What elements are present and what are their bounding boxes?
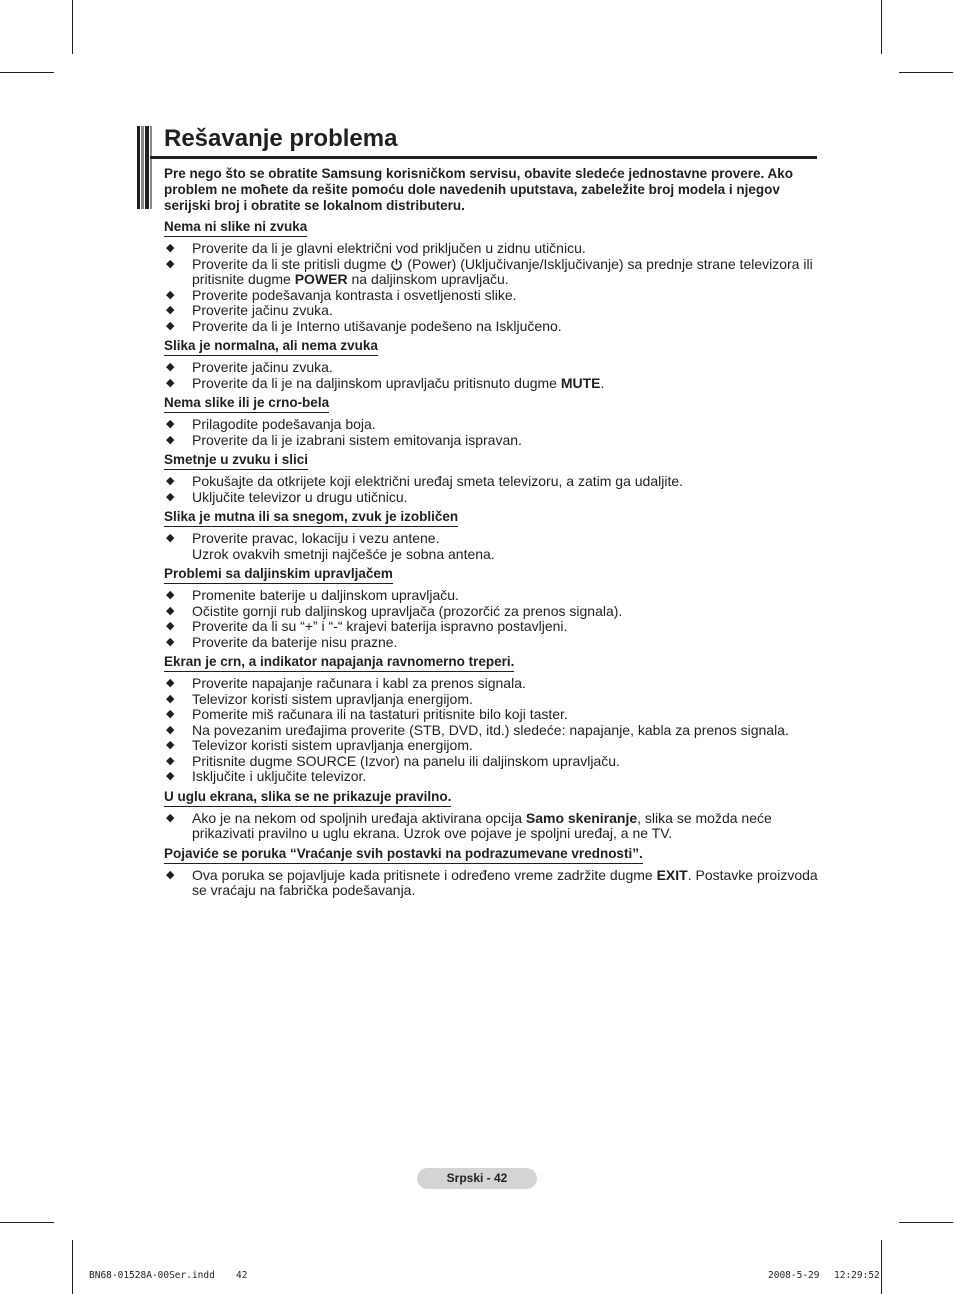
- item-text: Ako je na nekom od spoljnih uređaja aktivirana opcija: [192, 809, 526, 826]
- diamond-bullet-icon: ◆: [166, 361, 175, 373]
- diamond-bullet-icon: ◆: [166, 604, 175, 617]
- crop-mark: [899, 1222, 953, 1223]
- diamond-bullet-icon: ◆: [166, 692, 175, 705]
- crop-mark: [0, 72, 54, 73]
- diamond-bullet-icon: ◆: [166, 257, 175, 270]
- section-heading: Slika je mutna ili sa snegom, zvuk je izobličen: [164, 509, 458, 527]
- item-text: Proverite jačinu zvuka.: [192, 359, 333, 375]
- diamond-bullet-icon: ◆: [166, 242, 175, 254]
- diamond-bullet-icon: ◆: [166, 319, 175, 332]
- item-text: Pokušajte da otkrijete koji električni uređaj smeta televizoru, a zatim ga udaljite.: [192, 473, 684, 489]
- crop-mark: [881, 0, 882, 54]
- item-text: (Power) (Uključivanje/Isključivanje) sa prednje strane televizora ili pritisnite dugme: [192, 255, 813, 287]
- item-text: Isključite i uključite televizor.: [192, 768, 367, 784]
- page-title: Rešavanje problema: [164, 125, 398, 152]
- item-text: . Postavke proizvoda se vraćaju na fabrička podešavanja.: [192, 866, 818, 898]
- item-text: Proverite da li su “+” i “-“ krajevi baterija ispravno postavljeni.: [192, 618, 568, 634]
- checklist-item: [164, 604, 819, 620]
- button-name: MUTE: [560, 374, 601, 391]
- crop-mark: [881, 1240, 882, 1294]
- checklist: [164, 241, 819, 334]
- checklist: [164, 676, 819, 785]
- crop-mark: [72, 1240, 73, 1294]
- item-text: Proverite da li je izabrani sistem emitovanja ispravan.: [192, 431, 522, 448]
- page-number-badge: Srpski - 42: [417, 1168, 537, 1189]
- diamond-bullet-icon: ◆: [166, 589, 175, 601]
- section-heading: Ekran je crn, a indikator napajanja ravnomerno treperi.: [164, 654, 514, 672]
- title-decoration-bars: [137, 126, 152, 209]
- diamond-bullet-icon: ◆: [166, 433, 175, 446]
- troubleshooting-content: [164, 166, 819, 903]
- print-time: 12:29:52: [834, 1270, 880, 1281]
- diamond-bullet-icon: ◆: [166, 708, 175, 720]
- crop-mark: [899, 72, 953, 73]
- item-text: Proverite da li ste pritisli dugme: [192, 255, 391, 272]
- checklist-item: [164, 707, 819, 723]
- item-text: .: [600, 374, 605, 391]
- section-heading: Nema slike ili je crno-bela: [164, 395, 329, 413]
- item-text: Ova poruka se pojavljuje kada pritisnete i određeno vreme zadržite dugme: [192, 866, 657, 883]
- crop-mark: [72, 0, 73, 54]
- checklist-item: [164, 319, 819, 335]
- diamond-bullet-icon: ◆: [166, 304, 175, 316]
- item-text: na daljinskom upravljaču.: [347, 271, 509, 287]
- button-name: EXIT: [656, 866, 688, 883]
- diamond-bullet-icon: ◆: [166, 475, 175, 487]
- title-underline: [150, 156, 817, 159]
- item-text: Proverite da li je glavni električni vod priključen u zidnu utičnicu.: [192, 240, 586, 256]
- print-file-page: 42: [236, 1270, 248, 1281]
- checklist-item: [164, 811, 819, 842]
- diamond-bullet-icon: ◆: [166, 620, 175, 632]
- diamond-bullet-icon: ◆: [166, 723, 175, 736]
- item-text: Proverite podešavanja kontrasta i osvetljenosti slike.: [192, 286, 517, 303]
- checklist-item: [164, 490, 819, 506]
- checklist-item: [164, 241, 819, 257]
- item-text: Na povezanim uređajima proverite (STB, DVD, itd.) sledeće: napajanje, kabla za prenos signala.: [192, 721, 789, 738]
- diamond-bullet-icon: ◆: [166, 677, 175, 689]
- checklist-item: [164, 288, 819, 304]
- item-text: Proverite pravac, lokaciju i vezu antene.: [192, 530, 440, 546]
- checklist-item: [164, 303, 819, 319]
- checklist: [164, 588, 819, 650]
- diamond-bullet-icon: ◆: [166, 770, 175, 782]
- item-text: Proverite da li je na daljinskom upravljaču pritisnuto dugme: [192, 374, 561, 391]
- section-heading: Smetnje u zvuku i slici: [164, 452, 308, 470]
- print-file-name: BN68-01528A-00Ser.indd: [89, 1270, 215, 1281]
- item-text: Proverite jačinu zvuka.: [192, 302, 333, 318]
- item-text: Uključite televizor u drugu utičnicu.: [192, 488, 408, 505]
- diamond-bullet-icon: ◆: [166, 868, 175, 881]
- diamond-bullet-icon: ◆: [166, 376, 175, 389]
- checklist: [164, 417, 819, 448]
- diamond-bullet-icon: ◆: [166, 418, 175, 430]
- checklist-item: [164, 417, 819, 433]
- diamond-bullet-icon: ◆: [166, 811, 175, 824]
- sections-container: [164, 219, 819, 899]
- print-date: 2008-5-29: [768, 1270, 820, 1281]
- item-text: Proverite napajanje računara i kabl za prenos signala.: [192, 675, 526, 691]
- item-text: , slika se možda neće prikazivati pravilno u uglu ekrana. Uzrok ove pojave je spoljni uređaj, a ne TV.: [192, 809, 772, 841]
- diamond-bullet-icon: ◆: [166, 490, 175, 503]
- checklist-item: [164, 769, 819, 785]
- item-text: Pritisnite dugme SOURCE (Izvor) na panelu ili daljinskom upravljaču.: [192, 752, 620, 769]
- item-text: Televizor koristi sistem upravljanja energijom.: [192, 690, 473, 707]
- diamond-bullet-icon: ◆: [166, 754, 175, 767]
- button-name: POWER: [294, 271, 348, 287]
- section-heading: Problemi sa daljinskim upravljačem: [164, 566, 393, 584]
- checklist: [164, 531, 819, 562]
- diamond-bullet-icon: ◆: [166, 635, 175, 648]
- checklist-item: [164, 738, 819, 754]
- checklist-item: [164, 474, 819, 490]
- section-heading: Nema ni slike ni zvuka: [164, 219, 307, 237]
- checklist: [164, 474, 819, 505]
- checklist-item: [164, 676, 819, 692]
- checklist: [164, 360, 819, 391]
- item-text-continued: Uzrok ovakvih smetnji najčešće je sobna antena.: [192, 545, 495, 562]
- item-text: Proverite da baterije nisu prazne.: [192, 633, 398, 650]
- item-text: Pomerite miš računara ili na tastaturi pritisnite bilo koji taster.: [192, 706, 568, 722]
- diamond-bullet-icon: ◆: [166, 288, 175, 301]
- diamond-bullet-icon: ◆: [166, 739, 175, 751]
- section-heading: Slika je normalna, ali nema zvuka: [164, 338, 378, 356]
- power-icon: [390, 258, 403, 271]
- item-text: Očistite gornji rub daljinskog upravljača (prozorčić za prenos signala).: [192, 602, 623, 619]
- item-text: Televizor koristi sistem upravljanja energijom.: [192, 737, 473, 753]
- button-name: Samo skeniranje: [525, 809, 638, 826]
- item-text: Proverite da li je Interno utišavanje podešeno na Isključeno.: [192, 317, 562, 334]
- checklist: [164, 868, 819, 899]
- checklist-item: [164, 754, 819, 770]
- section-heading: U uglu ekrana, slika se ne prikazuje pravilno.: [164, 789, 451, 807]
- crop-mark: [0, 1222, 54, 1223]
- checklist-item: [164, 257, 819, 288]
- intro-paragraph: Pre nego što se obratite Samsung korisničkom servisu, obavite sledeće jednostavne provere. Ako problem ne moћete da rešite pomoću dole navedenih uputstava, zabeležite broj modela i njegov serijski broj i obratite se lokalnom distributeru.: [164, 166, 793, 213]
- checklist-item: [164, 868, 819, 899]
- checklist-item: [164, 692, 819, 708]
- checklist-item: [164, 588, 819, 604]
- checklist-item: [164, 360, 819, 376]
- checklist: [164, 811, 819, 842]
- checklist-item: [164, 723, 819, 739]
- checklist-item: [164, 531, 819, 562]
- checklist-item: [164, 376, 819, 392]
- diamond-bullet-icon: ◆: [166, 532, 175, 544]
- item-text: Promenite baterije u daljinskom upravljaču.: [192, 587, 459, 603]
- section-heading: Pojaviće se poruka “Vraćanje svih postavki na podrazumevane vrednosti”.: [164, 846, 643, 864]
- checklist-item: [164, 619, 819, 635]
- checklist-item: [164, 635, 819, 651]
- item-text: Prilagodite podešavanja boja.: [192, 416, 376, 432]
- checklist-item: [164, 433, 819, 449]
